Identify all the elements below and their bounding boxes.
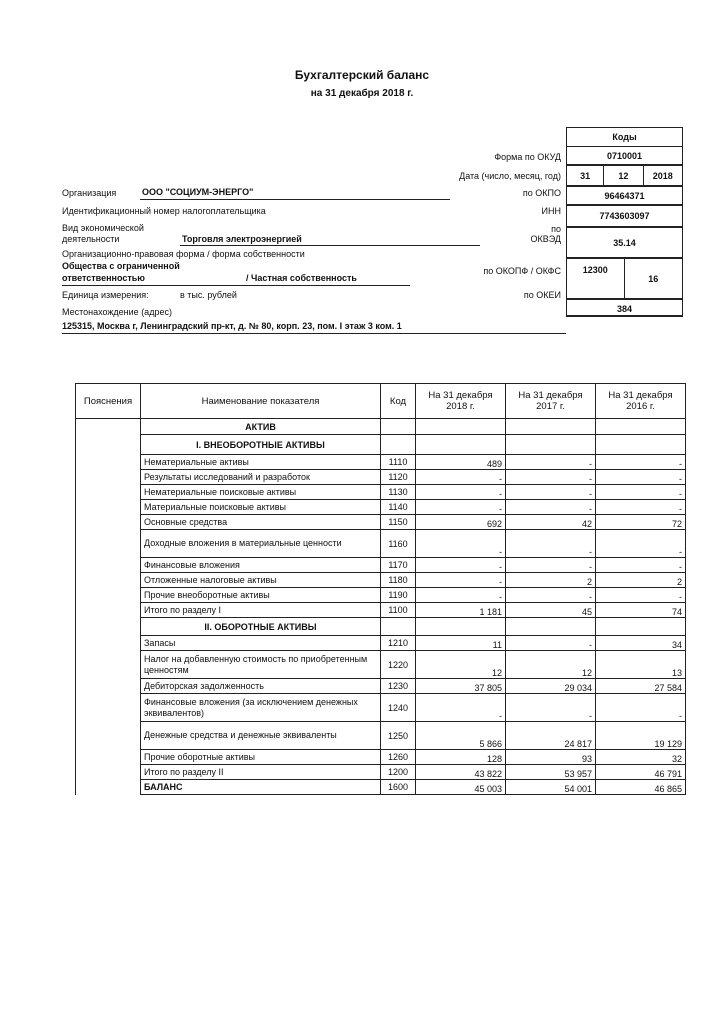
row-label: Материальные поисковые активы [141,500,381,515]
value-2017: 29 034 [506,679,596,694]
notes-cell [76,651,141,679]
section-title: I. ВНЕОБОРОТНЫЕ АКТИВЫ [141,435,381,455]
table-row [76,588,686,603]
row-label: Доходные вложения в материальные ценности [141,530,381,558]
value-2017: - [506,485,596,500]
value-2017: - [506,558,596,573]
row-label: Денежные средства и денежные эквиваленты [141,722,381,750]
notes-cell [76,679,141,694]
balance-table [75,383,686,795]
table-row [76,651,686,679]
inn-text: Идентификационный номер налогоплательщика [62,206,266,216]
inn-value: 7743603097 [567,206,682,228]
okud-label: Форма по ОКУД [494,152,561,162]
section-title: АКТИВ [141,419,381,435]
empty-cell [506,435,596,455]
value-2016: - [596,485,686,500]
notes-cell [76,530,141,558]
activity-underline [180,245,480,246]
okpo-label: по ОКПО [522,188,561,198]
address-value: 125315, Москва г, Ленинградский пр-кт, д. № 80, корп. 23, пом. I этаж 3 ком. 1 [62,321,402,331]
col-header-name: Наименование показателя [141,384,381,419]
value-2018: - [416,573,506,588]
notes-cell [76,636,141,651]
value-2018: - [416,485,506,500]
table-row [76,750,686,765]
value-2018: 45 003 [416,780,506,795]
value-2016: 27 584 [596,679,686,694]
inn-label: ИНН [541,206,561,216]
okei-label: по ОКЕИ [523,290,561,300]
okved-value: 35.14 [567,228,682,259]
okved-label-1: по [551,224,561,234]
row-code: 1260 [381,750,416,765]
activity-label-1: Вид экономической [62,223,144,233]
row-code: 1200 [381,765,416,780]
row-label: Отложенные налоговые активы [141,573,381,588]
row-code: 1170 [381,558,416,573]
value-2017: - [506,530,596,558]
row-code: 1110 [381,455,416,470]
row-code: 1240 [381,694,416,722]
table-row [76,558,686,573]
table-row [76,485,686,500]
empty-cell [596,419,686,435]
value-2016: 32 [596,750,686,765]
value-2016: - [596,470,686,485]
notes-cell [76,419,141,435]
row-label: Основные средства [141,515,381,530]
row-label: Итого по разделу I [141,603,381,618]
row-code: 1150 [381,515,416,530]
row-code: 1210 [381,636,416,651]
document-title: Бухгалтерский баланс [294,68,430,82]
okud-value: 0710001 [567,147,682,166]
empty-cell [416,435,506,455]
value-2017: - [506,500,596,515]
okpo-value: 96464371 [567,187,682,206]
value-2018: 5 866 [416,722,506,750]
legal-form-1: Общества с ограниченной [62,261,180,271]
notes-cell [76,765,141,780]
row-label: Запасы [141,636,381,651]
notes-cell [76,618,141,636]
value-2018: 128 [416,750,506,765]
value-2016: 34 [596,636,686,651]
unit-label: Единица измерения: [62,290,149,300]
empty-cell [381,435,416,455]
row-label: Результаты исследований и разработок [141,470,381,485]
section-title: II. ОБОРОТНЫЕ АКТИВЫ [141,618,381,636]
value-2017: 53 957 [506,765,596,780]
row-code: 1130 [381,485,416,500]
value-2017: - [506,636,596,651]
table-row [76,500,686,515]
value-2016: - [596,558,686,573]
value-2018: - [416,530,506,558]
row-label: Нематериальные активы [141,455,381,470]
row-code: 1120 [381,470,416,485]
date-year: 2018 [652,170,673,181]
value-2017: 12 [506,651,596,679]
value-2018: - [416,694,506,722]
row-label: Дебиторская задолженность [141,679,381,694]
empty-cell [381,419,416,435]
value-2017: 2 [506,573,596,588]
value-2018: 1 181 [416,603,506,618]
table-row [76,455,686,470]
okopf-value: 12300 [567,259,625,298]
value-2017: - [506,694,596,722]
value-2016: 13 [596,651,686,679]
org-label: Организация [62,188,117,198]
balance-table-body [76,419,686,795]
notes-cell [76,722,141,750]
table-row [76,530,686,558]
row-code: 1230 [381,679,416,694]
activity-label-2: деятельности [62,234,120,244]
notes-cell [76,515,141,530]
col-header-notes: Пояснения [76,384,141,419]
codes-title: Коды [567,128,682,147]
value-2017: 42 [506,515,596,530]
value-2018: 43 822 [416,765,506,780]
table-row [76,636,686,651]
row-label: Прочие оборотные активы [141,750,381,765]
row-label: Итого по разделу II [141,765,381,780]
address-label: Местонахождение (адрес) [62,307,172,317]
value-2016: 2 [596,573,686,588]
value-2017: 45 [506,603,596,618]
section-row [76,435,686,455]
notes-cell [76,603,141,618]
value-2017: - [506,455,596,470]
empty-cell [596,618,686,636]
document-date: на 31 декабря 2018 г. [310,88,414,99]
table-row [76,765,686,780]
notes-cell [76,485,141,500]
table-row [76,694,686,722]
notes-cell [76,435,141,455]
value-2018: 12 [416,651,506,679]
col-header-2017: На 31 декабря 2017 г. [506,384,596,419]
value-2016: 46 865 [596,780,686,795]
notes-cell [76,588,141,603]
legal-form-label: Организационно-правовая форма / форма собственности [62,249,305,259]
row-label: Финансовые вложения (за исключением денежных эквивалентов) [141,694,381,722]
empty-cell [381,618,416,636]
notes-cell [76,780,141,795]
org-underline [140,199,450,200]
row-label: Налог на добавленную стоимость по приобретенным ценностям [141,651,381,679]
value-2016: 19 129 [596,722,686,750]
notes-cell [76,500,141,515]
empty-cell [416,419,506,435]
notes-cell [76,750,141,765]
okei-value: 384 [567,300,682,317]
okfs-value: 16 [648,273,659,284]
legal-form-underline [62,285,410,286]
row-label: БАЛАНС [141,780,381,795]
col-header-2016: На 31 декабря 2016 г. [596,384,686,419]
okopf-row [567,259,682,300]
date-month: 12 [604,166,643,185]
legal-form-2: ответственностью [62,273,145,283]
value-2018: 489 [416,455,506,470]
row-code: 1250 [381,722,416,750]
value-2018: - [416,500,506,515]
value-2018: - [416,588,506,603]
value-2018: - [416,558,506,573]
date-label: Дата (число, месяц, год) [459,171,561,181]
notes-cell [76,470,141,485]
value-2016: 46 791 [596,765,686,780]
table-header-row [76,384,686,419]
okved-label-2: ОКВЭД [530,234,561,244]
total-row [76,780,686,795]
notes-cell [76,573,141,588]
row-code: 1100 [381,603,416,618]
ownership: / Частная собственность [246,273,357,283]
notes-cell [76,694,141,722]
row-label: Прочие внеоборотные активы [141,588,381,603]
table-row [76,470,686,485]
row-label: Финансовые вложения [141,558,381,573]
row-code: 1180 [381,573,416,588]
col-header-code: Код [381,384,416,419]
empty-cell [506,419,596,435]
row-code: 1190 [381,588,416,603]
org-name: ООО "СОЦИУМ-ЭНЕРГО" [142,187,254,197]
row-code: 1160 [381,530,416,558]
notes-cell [76,558,141,573]
value-2016: 72 [596,515,686,530]
table-row [76,515,686,530]
value-2017: 54 001 [506,780,596,795]
empty-cell [596,435,686,455]
value-2018: 37 805 [416,679,506,694]
value-2017: 24 817 [506,722,596,750]
table-row [76,722,686,750]
address-underline [62,333,566,334]
date-day: 31 [567,166,604,185]
value-2017: - [506,470,596,485]
date-code-row [567,166,682,187]
value-2016: - [596,530,686,558]
table-row [76,573,686,588]
empty-cell [506,618,596,636]
unit-value: в тыс. рублей [180,290,237,300]
activity-value: Торговля электроэнергией [182,234,302,244]
table-row [76,603,686,618]
value-2016: - [596,455,686,470]
col-header-2018: На 31 декабря 2018 г. [416,384,506,419]
value-2016: 74 [596,603,686,618]
value-2018: 11 [416,636,506,651]
section-row [76,618,686,636]
empty-cell [416,618,506,636]
row-code: 1220 [381,651,416,679]
okopf-label: по ОКОПФ / ОКФС [483,266,561,276]
row-code: 1600 [381,780,416,795]
table-row [76,679,686,694]
row-code: 1140 [381,500,416,515]
value-2016: - [596,500,686,515]
codes-box [566,127,683,317]
value-2018: 692 [416,515,506,530]
value-2018: - [416,470,506,485]
value-2016: - [596,694,686,722]
value-2016: - [596,588,686,603]
value-2017: 93 [506,750,596,765]
notes-cell [76,455,141,470]
section-row [76,419,686,435]
value-2017: - [506,588,596,603]
row-label: Нематериальные поисковые активы [141,485,381,500]
